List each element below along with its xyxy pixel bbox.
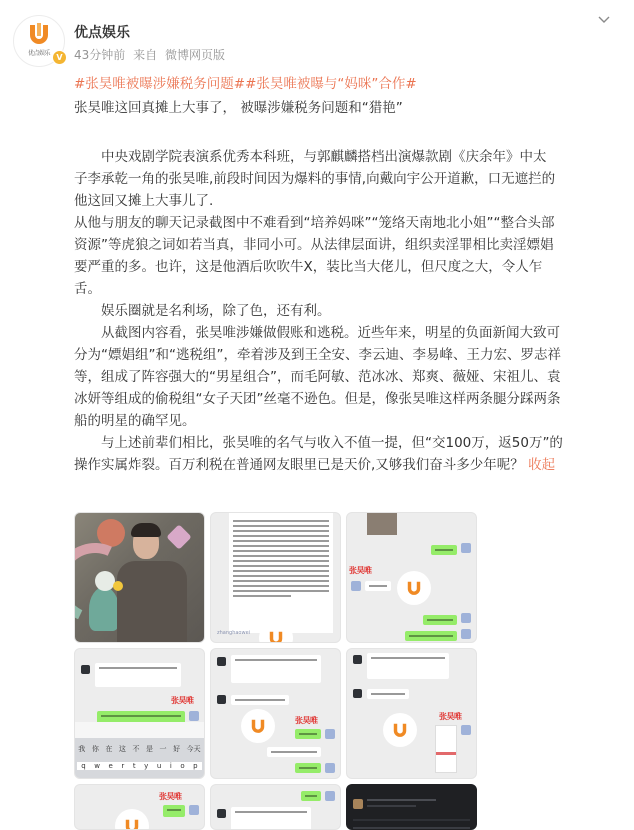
watermark-logo-icon [383, 713, 417, 747]
post-time[interactable]: 43分钟前 [74, 48, 126, 62]
body-line: 娱乐圈就是名利场，除了色，还有利。 [74, 303, 331, 319]
chat-bubble [231, 655, 321, 683]
body-line: 子李承乾一角的张昊唯,前段时间因为爆料的事情,向戴向宇公开道歉，口无遮拦的 [74, 171, 556, 187]
mural-star [166, 524, 191, 549]
image-tile-app-screenshot[interactable] [346, 784, 477, 830]
chat-avatar [325, 729, 335, 739]
chat-avatar [461, 613, 471, 623]
app-stats-bar [353, 819, 470, 821]
body-line: 他这回又摊上大事儿了. [74, 193, 214, 209]
author-name[interactable]: 优点娱乐 [74, 25, 130, 41]
shared-image-thumb [367, 513, 397, 535]
body-line: 与上述前辈们相比，张昊唯的名气与收入不值一提，但“交100万，返50万”的 [74, 435, 563, 451]
image-tile-chat-keyboard[interactable] [74, 648, 205, 779]
chat-bubble [231, 807, 311, 830]
body-line-last [74, 454, 614, 476]
chat-avatar [325, 763, 335, 773]
post-source: 微博网页版 [164, 48, 225, 62]
brand-logo-icon [26, 21, 52, 47]
red-name-label: 张昊唯 [439, 712, 462, 721]
chat-bubble [301, 791, 321, 801]
chat-avatar [353, 655, 362, 664]
text-page [229, 513, 333, 633]
post-meta [74, 46, 229, 63]
chat-avatar [461, 543, 471, 553]
app-title-bar [367, 799, 436, 801]
body-line: 分为“嫖娼组”和“逃税组”，牵着涉及到王全安、李云迪、李易峰、王力宏、罗志祥 [74, 347, 561, 363]
person-hair [131, 523, 161, 537]
avatar-brand-text: 优点娱乐 [27, 50, 50, 57]
chat-bubble [431, 545, 457, 555]
chat-avatar [353, 689, 362, 698]
chat-bubble [423, 615, 457, 625]
image-tile-chat[interactable] [346, 648, 477, 779]
body-line: 中央戏剧学院表演系优秀本科班，与郭麒麟搭档出演爆款剧《庆余年》中太 [74, 149, 547, 165]
image-tile-chat[interactable] [210, 784, 341, 830]
red-name-label: 张昊唯 [159, 792, 182, 801]
chat-bubble [367, 689, 409, 699]
body-line: 冰妍等组成的偷税组“女子天团”丝毫不逊色。但是，像张昊唯这样两条腿分踩两条 [74, 391, 561, 407]
chat-bubble [405, 631, 457, 641]
chat-bubble [95, 663, 181, 687]
flower [113, 581, 123, 591]
body-line: 从截图内容看，张昊唯涉嫌做假账和逃税。近些年来，明星的负面新闻大致可 [74, 325, 560, 341]
red-name-label: 张昊唯 [349, 566, 372, 575]
image-tile-text-screenshot[interactable] [210, 512, 341, 643]
topic-hashtags[interactable]: #张昊唯被曝涉嫌税务问题##张昊唯被曝与“妈咪”合作# [74, 76, 417, 92]
chat-bubble [295, 763, 321, 773]
image-tile-chat[interactable] [210, 648, 341, 779]
post-body [74, 146, 614, 476]
chat-avatar [461, 725, 471, 735]
body-line: 船的明星的确罕见。 [74, 413, 196, 429]
app-subtitle-bar [367, 805, 416, 807]
red-name-label: 张昊唯 [295, 716, 318, 725]
watermark-logo-icon [115, 809, 149, 830]
chat-avatar [461, 629, 471, 639]
chat-avatar [325, 791, 335, 801]
shared-screenshot-thumb [435, 725, 457, 773]
screenshot-footer: zhanghaowei [217, 630, 251, 636]
keyboard-suggestion-row: 我 你 在 这 不 是 一 好 今天 [78, 745, 201, 753]
mural-figure-head [95, 571, 115, 591]
body-line-text: 操作实属炸裂。百万利税在普通网友眼里已是天价,又够我们奋斗多少年呢？ [74, 457, 529, 473]
red-name-label: 张昊唯 [171, 696, 194, 705]
chat-avatar [81, 665, 90, 674]
chat-bubble [367, 653, 449, 679]
chat-avatar [217, 695, 226, 704]
source-prefix: 来自 [133, 48, 158, 62]
message-input[interactable] [75, 722, 204, 738]
chat-avatar [189, 805, 199, 815]
chat-avatar [189, 711, 199, 721]
body-line: 等，组成了阵容强大的“男星组合”，而毛阿敏、范冰冰、郑爽、薇娅、宋祖儿、袁 [74, 369, 561, 385]
collapse-link[interactable]: 收起 [528, 457, 556, 473]
post-headline: 张昊唯这回真摊上大事了， 被曝涉嫌税务问题和“猎艳” [74, 100, 403, 116]
image-tile-chat[interactable] [74, 784, 205, 830]
chat-bubble [267, 747, 321, 757]
body-line: 要严重的多。也许，这是他酒后吹吹牛X，装比当大佬儿，但尺度之大，令人乍 [74, 259, 543, 275]
body-line: 舌。 [74, 281, 101, 297]
app-thumb [353, 799, 363, 809]
watermark-logo-icon [241, 709, 275, 743]
image-tile-chat[interactable] [346, 512, 477, 643]
chat-bubble [163, 805, 185, 817]
chat-bubble [231, 695, 289, 705]
chat-avatar [217, 657, 226, 666]
chat-avatar [351, 581, 361, 591]
image-tile-photo[interactable] [74, 512, 205, 643]
body-line: 资源”等虎狼之词如若当真，非同小可。从法律层面讲，组织卖淫罪相比卖淫嫖娼 [74, 237, 554, 253]
mural-figure [89, 587, 119, 631]
keyboard [75, 738, 204, 778]
chat-bubble [295, 729, 321, 739]
body-line: 从他与朋友的聊天记录截图中不难看到“培养妈咪”“笼络天南地北小姐”“整合头部 [74, 215, 555, 231]
verified-badge-icon: V [52, 50, 67, 65]
watermark-logo-icon [397, 571, 431, 605]
chat-avatar [217, 809, 226, 818]
person-body [117, 561, 187, 643]
keyboard-letter-row: q w e r t y u i o p [77, 762, 202, 770]
app-row [353, 827, 470, 829]
chat-bubble [365, 581, 391, 591]
chevron-down-icon[interactable] [597, 12, 611, 26]
